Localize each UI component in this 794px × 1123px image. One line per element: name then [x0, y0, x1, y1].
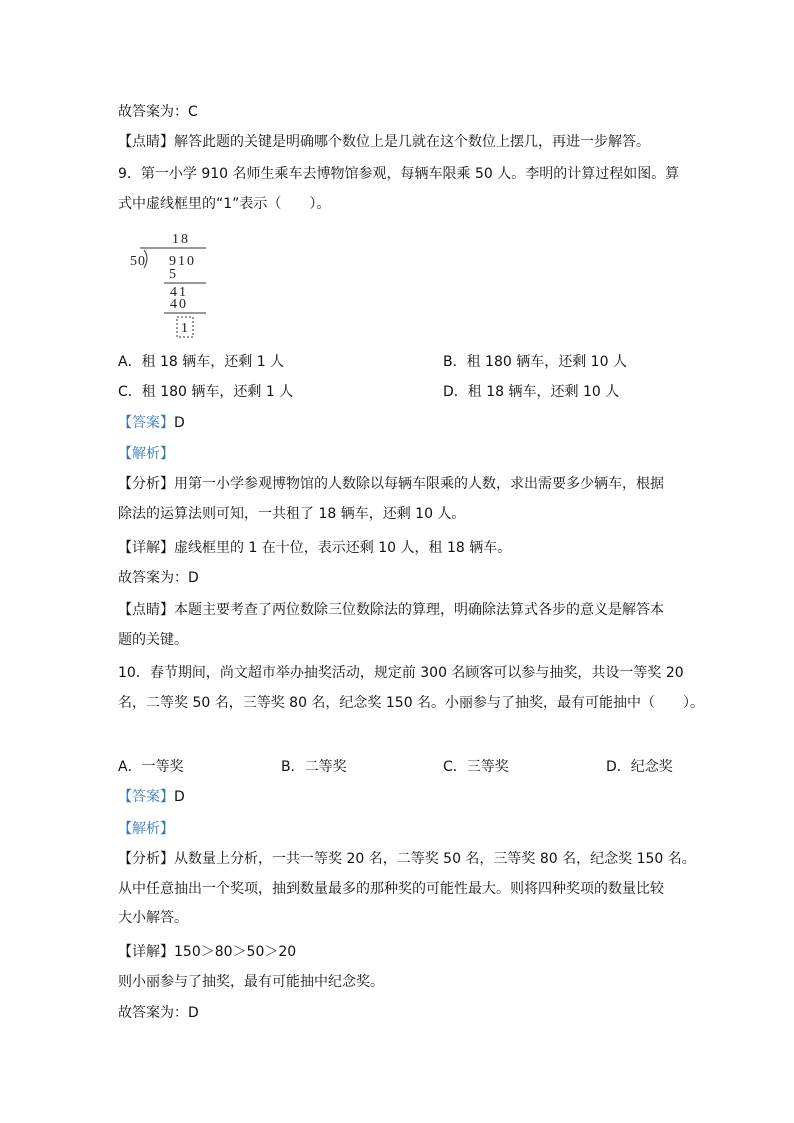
q10-stem-line1: 10．春节期间，尚文超市举办抽奖活动，规定前 300 名顾客可以参与抽奖，共设一等奖 20	[118, 665, 684, 681]
q10-detail-line2: 则小丽参与了抽奖，最有可能抽中纪念奖。	[118, 974, 384, 990]
q10-fenxi-line2: 从中任意抽出一个奖项，抽到数量最多的那种奖的可能性最大。则将四种奖项的数量比较	[118, 881, 664, 897]
dividend: 910	[169, 254, 196, 269]
q10-option-d: D．纪念奖	[606, 759, 673, 775]
quotient: 18	[172, 232, 190, 247]
q10-fenxi-line1	[118, 849, 696, 869]
q10-fenxi-line3: 大小解答。	[118, 910, 188, 926]
comment-line	[118, 132, 650, 152]
q10-stem-line2: 名，二等奖 50 名，三等奖 80 名，纪念奖 150 名。小丽参与了抽奖，最有可能抽中（ ）。	[118, 695, 705, 711]
comment-tag: 【点睛】	[118, 602, 174, 618]
q9-comment-line2: 题的关键。	[118, 632, 188, 648]
q10-option-b: B．二等奖	[281, 759, 347, 775]
q9-answer	[118, 413, 185, 433]
q9-fenxi-line2: 除法的运算法则可知，一共租了 18 辆车，还剩 10 人。	[118, 506, 466, 522]
q10-option-a: A．一等奖	[118, 759, 184, 775]
division-figure	[120, 228, 220, 343]
q9-final: 故答案为：D	[118, 570, 199, 586]
answer-tag: 【答案】	[118, 789, 174, 805]
q10-answer	[118, 787, 185, 807]
fenxi-text: 用第一小学参观博物馆的人数除以每辆车限乘的人数，求出需要多少辆车，根据	[174, 476, 664, 492]
q9-option-d: D．租 18 辆车，还剩 10 人	[443, 384, 620, 400]
q9-option-c: C．租 180 辆车，还剩 1 人	[118, 384, 294, 400]
step1: 5	[169, 267, 176, 282]
step3: 40	[170, 297, 188, 312]
q9-analysis-tag: 【解析】	[118, 446, 174, 462]
fenxi-tag: 【分析】	[118, 476, 174, 492]
q10-option-c: C．三等奖	[443, 759, 509, 775]
fenxi-text: 从数量上分析，一共一等奖 20 名，二等奖 50 名，三等奖 80 名，纪念奖 150 名。	[174, 851, 696, 867]
q9-stem-line1: 9．第一小学 910 名师生乘车去博物馆参观，每辆车限乘 50 人。李明的计算过程如图。算	[118, 166, 680, 182]
q10-detail	[118, 942, 296, 962]
detail-tag: 【详解】	[118, 944, 174, 960]
q9-stem-line2: 式中虚线框里的“1”表示（ ）。	[118, 196, 331, 212]
answer-value: D	[174, 415, 185, 431]
answer-line: 故答案为：C	[118, 104, 198, 120]
step2: 41	[170, 285, 188, 300]
q9-comment-line1	[118, 600, 664, 620]
divisor: 50	[130, 254, 146, 269]
answer-value: D	[174, 789, 185, 805]
comment-text: 解答此题的关键是明确哪个数位上是几就在这个数位上摆几，再进一步解答。	[174, 134, 650, 150]
answer-tag: 【答案】	[118, 415, 174, 431]
detail-text: 150＞80＞50＞20	[174, 944, 297, 960]
q9-fenxi-line1	[118, 474, 664, 494]
q9-detail	[118, 538, 511, 558]
q10-analysis-tag: 【解析】	[118, 821, 174, 837]
remainder: 1	[181, 321, 188, 336]
fenxi-tag: 【分析】	[118, 851, 174, 867]
q9-option-b: B．租 180 辆车，还剩 10 人	[443, 354, 627, 370]
detail-text: 虚线框里的 1 在十位，表示还剩 10 人，租 18 辆车。	[174, 540, 512, 556]
detail-tag: 【详解】	[118, 540, 174, 556]
q10-final: 故答案为：D	[118, 1005, 199, 1021]
comment-tag: 【点睛】	[118, 134, 174, 150]
q9-option-a: A．租 18 辆车，还剩 1 人	[118, 354, 285, 370]
comment-text: 本题主要考查了两位数除三位数除法的算理，明确除法算式各步的意义是解答本	[174, 602, 664, 618]
